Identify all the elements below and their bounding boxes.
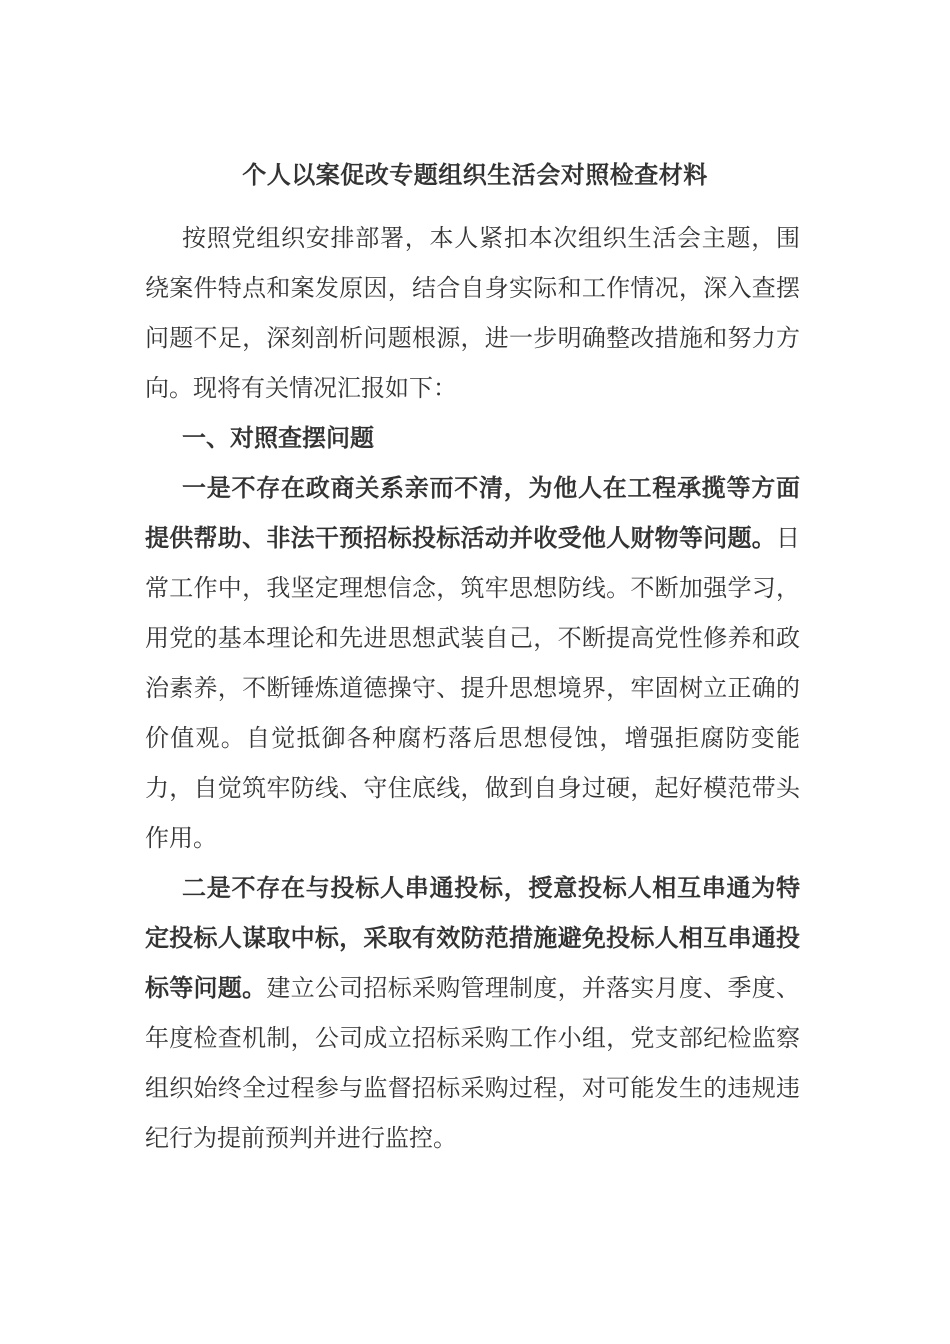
item-2-body: 建立公司招标采购管理制度，并落实月度、季度、年度检查机制，公司成立招标采购工作小组，党支部纪检监察组织始终全过程参与监督招标采购过程，对可能发生的违规违纪行为提前预判并进行监控。 [145,974,801,1152]
intro-paragraph: 按照党组织安排部署，本人紧扣本次组织生活会主题，围绕案件特点和案发原因，结合自身实际和工作情况，深入查摆问题不足，深刻剖析问题根源，进一步明确整改措施和努力方向。现将有关情况汇报如下： [145,224,800,402]
item-2-lead: 二是不存在与投标人串通投标，授意投标人相互串通为特定投标人谋取中标，采取有效防范措施避免投标人相互串通投标等问题。 [145,874,800,1002]
item-2-paragraph [145,863,800,1163]
section-heading: 一、对照查摆问题 [182,424,374,452]
item-1-body: 日常工作中，我坚定理想信念，筑牢思想防线。不断加强学习，用党的基本理论和先进思想武装自己，不断提高党性修养和政治素养，不断锤炼道德操守、提升思想境界，牢固树立正确的价值观。自觉抵御各种腐朽落后思想侵蚀，增强拒腐防变能力，自觉筑牢防线、守住底线，做到自身过硬，起好模范带头作用。 [145,524,800,852]
item-1-paragraph [145,463,800,863]
document-body [145,213,800,1163]
document-title: 个人以案促改专题组织生活会对照检查材料 [242,161,708,189]
item-1-lead: 一是不存在政商关系亲而不清，为他人在工程承揽等方面提供帮助、非法干预招标投标活动并收受他人财物等问题。 [145,474,800,552]
